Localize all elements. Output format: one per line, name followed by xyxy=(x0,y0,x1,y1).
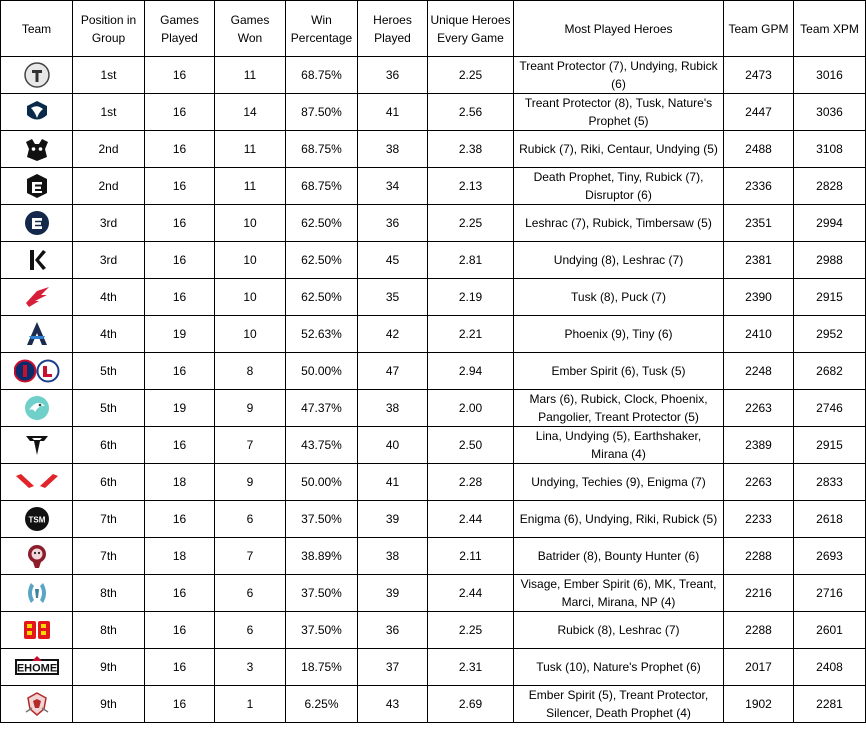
most-played-heroes-cell: Leshrac (7), Rubick, Timbersaw (5) xyxy=(514,205,724,242)
team-xpm-cell: 3036 xyxy=(794,94,866,131)
heroes-played-cell: 35 xyxy=(358,279,428,316)
unique-heroes-cell: 2.69 xyxy=(428,686,514,723)
header-unique-heroes: Unique Heroes Every Game xyxy=(428,1,514,57)
win-percentage-cell: 52.63% xyxy=(286,316,358,353)
most-played-heroes-cell: Tusk (8), Puck (7) xyxy=(514,279,724,316)
games-won-cell: 10 xyxy=(215,279,286,316)
games-played-cell: 19 xyxy=(145,316,215,353)
most-played-heroes-cell: Enigma (6), Undying, Riki, Rubick (5) xyxy=(514,501,724,538)
team-xpm-cell: 2618 xyxy=(794,501,866,538)
unique-heroes-cell: 2.11 xyxy=(428,538,514,575)
heroes-played-cell: 41 xyxy=(358,464,428,501)
table-row xyxy=(1,501,866,538)
team-logo-cell xyxy=(1,686,73,723)
win-percentage-cell: 37.50% xyxy=(286,501,358,538)
most-played-heroes-cell: Undying (8), Leshrac (7) xyxy=(514,242,724,279)
games-won-cell: 10 xyxy=(215,242,286,279)
psg-lgd-logo xyxy=(14,357,60,385)
unique-heroes-cell: 2.56 xyxy=(428,94,514,131)
unique-heroes-cell: 2.28 xyxy=(428,464,514,501)
team-gpm-cell: 2410 xyxy=(724,316,794,353)
heroes-played-cell: 41 xyxy=(358,94,428,131)
games-won-cell: 1 xyxy=(215,686,286,723)
table-row xyxy=(1,575,866,612)
position-cell: 4th xyxy=(73,316,145,353)
team-logo-cell xyxy=(1,353,73,390)
win-percentage-cell: 18.75% xyxy=(286,649,358,686)
team-xpm-cell: 2915 xyxy=(794,279,866,316)
unique-heroes-cell: 2.13 xyxy=(428,168,514,205)
games-won-cell: 6 xyxy=(215,612,286,649)
betboom-logo xyxy=(23,616,51,644)
most-played-heroes-cell: Treant Protector (8), Tusk, Nature's Prophet (5) xyxy=(514,94,724,131)
team-secret-logo xyxy=(23,135,51,163)
most-played-heroes-cell: Batrider (8), Bounty Hunter (6) xyxy=(514,538,724,575)
table-row xyxy=(1,612,866,649)
header-team: Team xyxy=(1,1,73,57)
games-played-cell: 16 xyxy=(145,612,215,649)
most-played-heroes-cell: Treant Protector (7), Undying, Rubick (6) xyxy=(514,57,724,94)
unique-heroes-cell: 2.19 xyxy=(428,279,514,316)
team-gpm-cell: 2389 xyxy=(724,427,794,464)
header-heroes-played: Heroes Played xyxy=(358,1,428,57)
unique-heroes-cell: 2.25 xyxy=(428,612,514,649)
team-xpm-cell: 2281 xyxy=(794,686,866,723)
virtus-pro-logo xyxy=(14,468,60,496)
team-gpm-cell: 1902 xyxy=(724,686,794,723)
position-cell: 5th xyxy=(73,390,145,427)
position-cell: 3rd xyxy=(73,205,145,242)
games-played-cell: 18 xyxy=(145,538,215,575)
heroes-played-cell: 38 xyxy=(358,131,428,168)
win-percentage-cell: 6.25% xyxy=(286,686,358,723)
team-logo-cell xyxy=(1,131,73,168)
games-played-cell: 16 xyxy=(145,57,215,94)
position-cell: 3rd xyxy=(73,242,145,279)
header-games-won: Games Won xyxy=(215,1,286,57)
heroes-played-cell: 38 xyxy=(358,390,428,427)
games-won-cell: 8 xyxy=(215,353,286,390)
team-logo-cell xyxy=(1,242,73,279)
heroes-played-cell: 39 xyxy=(358,575,428,612)
position-cell: 1st xyxy=(73,94,145,131)
most-played-heroes-cell: Death Prophet, Tiny, Rubick (7), Disruptor (6) xyxy=(514,168,724,205)
header-team-xpm: Team XPM xyxy=(794,1,866,57)
heroes-played-cell: 40 xyxy=(358,427,428,464)
games-won-cell: 11 xyxy=(215,57,286,94)
team-logo-cell xyxy=(1,94,73,131)
position-cell: 8th xyxy=(73,575,145,612)
win-percentage-cell: 68.75% xyxy=(286,131,358,168)
games-won-cell: 14 xyxy=(215,94,286,131)
team-xpm-cell: 2833 xyxy=(794,464,866,501)
table-row xyxy=(1,205,866,242)
team-logo-cell xyxy=(1,390,73,427)
games-played-cell: 16 xyxy=(145,242,215,279)
position-cell: 4th xyxy=(73,279,145,316)
header-team-gpm: Team GPM xyxy=(724,1,794,57)
heroes-played-cell: 45 xyxy=(358,242,428,279)
unique-heroes-cell: 2.21 xyxy=(428,316,514,353)
win-percentage-cell: 68.75% xyxy=(286,57,358,94)
table-row xyxy=(1,168,866,205)
team-liquid-logo xyxy=(23,98,51,126)
thunder-awaken-logo xyxy=(23,542,51,570)
hokori-logo xyxy=(23,579,51,607)
team-gpm-cell: 2381 xyxy=(724,242,794,279)
team-logo-cell xyxy=(1,279,73,316)
table-row xyxy=(1,57,866,94)
games-played-cell: 16 xyxy=(145,427,215,464)
tsm-logo xyxy=(23,505,51,533)
heroes-played-cell: 37 xyxy=(358,649,428,686)
team-logo-cell xyxy=(1,649,73,686)
games-played-cell: 16 xyxy=(145,279,215,316)
games-won-cell: 11 xyxy=(215,168,286,205)
unique-heroes-cell: 2.44 xyxy=(428,501,514,538)
team-gpm-cell: 2390 xyxy=(724,279,794,316)
evil-geniuses-logo xyxy=(23,209,51,237)
position-cell: 1st xyxy=(73,57,145,94)
team-logo-cell xyxy=(1,316,73,353)
games-won-cell: 6 xyxy=(215,575,286,612)
table-row xyxy=(1,279,866,316)
unique-heroes-cell: 2.50 xyxy=(428,427,514,464)
position-cell: 6th xyxy=(73,464,145,501)
team-gpm-cell: 2351 xyxy=(724,205,794,242)
beastcoast-logo xyxy=(23,394,51,422)
games-played-cell: 18 xyxy=(145,464,215,501)
team-gpm-cell: 2248 xyxy=(724,353,794,390)
games-won-cell: 10 xyxy=(215,316,286,353)
header-win-percentage: Win Percentage xyxy=(286,1,358,57)
team-aster-logo xyxy=(23,320,51,348)
team-gpm-cell: 2336 xyxy=(724,168,794,205)
entity-logo xyxy=(23,172,51,200)
position-cell: 2nd xyxy=(73,168,145,205)
soniqs-logo xyxy=(23,246,51,274)
win-percentage-cell: 62.50% xyxy=(286,205,358,242)
team-xpm-cell: 2746 xyxy=(794,390,866,427)
header-most-played-heroes: Most Played Heroes xyxy=(514,1,724,57)
table-row xyxy=(1,131,866,168)
unique-heroes-cell: 2.31 xyxy=(428,649,514,686)
team-logo-cell xyxy=(1,575,73,612)
table-row xyxy=(1,94,866,131)
team-xpm-cell: 2952 xyxy=(794,316,866,353)
table-row xyxy=(1,427,866,464)
position-cell: 6th xyxy=(73,427,145,464)
heroes-played-cell: 34 xyxy=(358,168,428,205)
win-percentage-cell: 50.00% xyxy=(286,353,358,390)
team-xpm-cell: 3108 xyxy=(794,131,866,168)
team-gpm-cell: 2288 xyxy=(724,538,794,575)
team-gpm-cell: 2488 xyxy=(724,131,794,168)
unique-heroes-cell: 2.00 xyxy=(428,390,514,427)
games-played-cell: 16 xyxy=(145,686,215,723)
unique-heroes-cell: 2.38 xyxy=(428,131,514,168)
team-logo-cell xyxy=(1,538,73,575)
header-row xyxy=(1,1,866,57)
most-played-heroes-cell: Ember Spirit (5), Treant Protector, Silencer, Death Prophet (4) xyxy=(514,686,724,723)
heroes-played-cell: 47 xyxy=(358,353,428,390)
heroes-played-cell: 39 xyxy=(358,501,428,538)
position-cell: 7th xyxy=(73,501,145,538)
svg-text:TSM: TSM xyxy=(28,515,45,525)
team-xpm-cell: 3016 xyxy=(794,57,866,94)
win-percentage-cell: 37.50% xyxy=(286,612,358,649)
most-played-heroes-cell: Ember Spirit (6), Tusk (5) xyxy=(514,353,724,390)
team-gpm-cell: 2447 xyxy=(724,94,794,131)
position-cell: 7th xyxy=(73,538,145,575)
team-xpm-cell: 2915 xyxy=(794,427,866,464)
tsm-fang-logo xyxy=(23,431,51,459)
win-percentage-cell: 43.75% xyxy=(286,427,358,464)
win-percentage-cell: 47.37% xyxy=(286,390,358,427)
win-percentage-cell: 50.00% xyxy=(286,464,358,501)
most-played-heroes-cell: Rubick (8), Leshrac (7) xyxy=(514,612,724,649)
games-played-cell: 16 xyxy=(145,205,215,242)
games-played-cell: 16 xyxy=(145,501,215,538)
games-won-cell: 7 xyxy=(215,427,286,464)
team-gpm-cell: 2473 xyxy=(724,57,794,94)
table-row xyxy=(1,538,866,575)
table-row xyxy=(1,316,866,353)
games-played-cell: 16 xyxy=(145,353,215,390)
most-played-heroes-cell: Lina, Undying (5), Earthshaker, Mirana (4) xyxy=(514,427,724,464)
position-cell: 9th xyxy=(73,686,145,723)
team-xpm-cell: 2693 xyxy=(794,538,866,575)
team-xpm-cell: 2988 xyxy=(794,242,866,279)
team-spirit-logo xyxy=(23,690,51,718)
position-cell: 9th xyxy=(73,649,145,686)
team-xpm-cell: 2408 xyxy=(794,649,866,686)
table-row xyxy=(1,242,866,279)
win-percentage-cell: 37.50% xyxy=(286,575,358,612)
games-won-cell: 9 xyxy=(215,464,286,501)
table-row xyxy=(1,464,866,501)
tundra-logo xyxy=(23,61,51,89)
win-percentage-cell: 38.89% xyxy=(286,538,358,575)
team-gpm-cell: 2263 xyxy=(724,464,794,501)
table-row xyxy=(1,649,866,686)
team-xpm-cell: 2994 xyxy=(794,205,866,242)
table-row xyxy=(1,390,866,427)
unique-heroes-cell: 2.44 xyxy=(428,575,514,612)
team-logo-cell xyxy=(1,168,73,205)
games-played-cell: 16 xyxy=(145,131,215,168)
heroes-played-cell: 43 xyxy=(358,686,428,723)
heroes-played-cell: 36 xyxy=(358,612,428,649)
team-logo-cell xyxy=(1,427,73,464)
position-cell: 2nd xyxy=(73,131,145,168)
most-played-heroes-cell: Undying, Techies (9), Enigma (7) xyxy=(514,464,724,501)
team-logo-cell xyxy=(1,464,73,501)
team-xpm-cell: 2682 xyxy=(794,353,866,390)
games-played-cell: 16 xyxy=(145,575,215,612)
games-played-cell: 16 xyxy=(145,94,215,131)
heroes-played-cell: 36 xyxy=(358,205,428,242)
ehome-logo xyxy=(14,653,60,681)
position-cell: 5th xyxy=(73,353,145,390)
games-won-cell: 7 xyxy=(215,538,286,575)
win-percentage-cell: 62.50% xyxy=(286,242,358,279)
talon-logo xyxy=(23,283,51,311)
team-gpm-cell: 2288 xyxy=(724,612,794,649)
table-row xyxy=(1,353,866,390)
team-xpm-cell: 2828 xyxy=(794,168,866,205)
unique-heroes-cell: 2.94 xyxy=(428,353,514,390)
games-played-cell: 16 xyxy=(145,168,215,205)
games-won-cell: 6 xyxy=(215,501,286,538)
team-gpm-cell: 2263 xyxy=(724,390,794,427)
unique-heroes-cell: 2.25 xyxy=(428,57,514,94)
team-logo-cell xyxy=(1,57,73,94)
unique-heroes-cell: 2.81 xyxy=(428,242,514,279)
svg-text:EHOME: EHOME xyxy=(16,662,57,675)
team-xpm-cell: 2716 xyxy=(794,575,866,612)
team-logo-cell xyxy=(1,501,73,538)
win-percentage-cell: 87.50% xyxy=(286,94,358,131)
unique-heroes-cell: 2.25 xyxy=(428,205,514,242)
most-played-heroes-cell: Phoenix (9), Tiny (6) xyxy=(514,316,724,353)
team-gpm-cell: 2216 xyxy=(724,575,794,612)
most-played-heroes-cell: Visage, Ember Spirit (6), MK, Treant, Marci, Mirana, NP (4) xyxy=(514,575,724,612)
games-won-cell: 11 xyxy=(215,131,286,168)
most-played-heroes-cell: Rubick (7), Riki, Centaur, Undying (5) xyxy=(514,131,724,168)
position-cell: 8th xyxy=(73,612,145,649)
team-xpm-cell: 2601 xyxy=(794,612,866,649)
team-gpm-cell: 2233 xyxy=(724,501,794,538)
most-played-heroes-cell: Mars (6), Rubick, Clock, Phoenix, Pangolier, Treant Protector (5) xyxy=(514,390,724,427)
table-body xyxy=(1,57,866,723)
heroes-played-cell: 36 xyxy=(358,57,428,94)
games-won-cell: 3 xyxy=(215,649,286,686)
team-gpm-cell: 2017 xyxy=(724,649,794,686)
games-played-cell: 16 xyxy=(145,649,215,686)
most-played-heroes-cell: Tusk (10), Nature's Prophet (6) xyxy=(514,649,724,686)
games-played-cell: 19 xyxy=(145,390,215,427)
header-games-played: Games Played xyxy=(145,1,215,57)
win-percentage-cell: 62.50% xyxy=(286,279,358,316)
heroes-played-cell: 42 xyxy=(358,316,428,353)
team-logo-cell xyxy=(1,205,73,242)
games-won-cell: 9 xyxy=(215,390,286,427)
table-row xyxy=(1,686,866,723)
header-position: Position in Group xyxy=(73,1,145,57)
team-logo-cell xyxy=(1,612,73,649)
heroes-played-cell: 38 xyxy=(358,538,428,575)
games-won-cell: 10 xyxy=(215,205,286,242)
win-percentage-cell: 68.75% xyxy=(286,168,358,205)
